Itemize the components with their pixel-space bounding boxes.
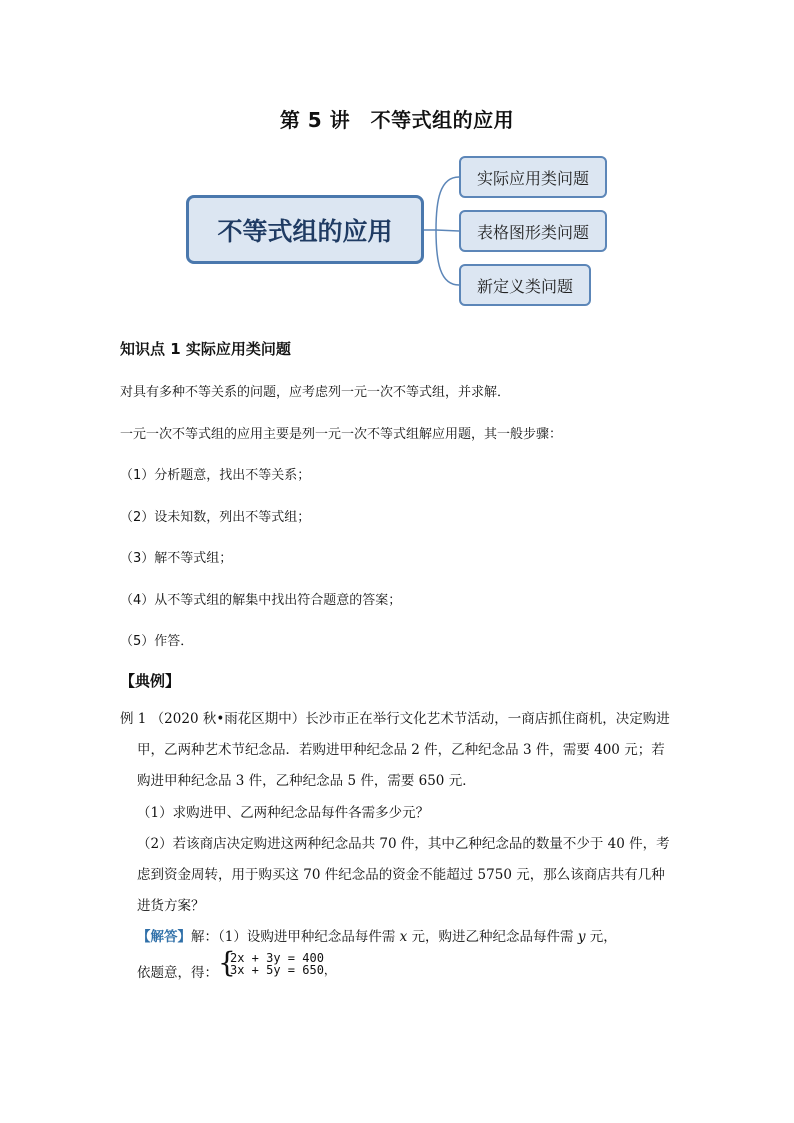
connector-branch-3: [436, 230, 459, 285]
kp-step: （4）从不等式组的解集中找出符合题意的答案；: [120, 593, 402, 608]
answer-text: 元，: [585, 929, 617, 945]
equation-1: 2x + 3y = 400: [230, 951, 324, 965]
example-question-2: （2）若该商店决定购进这两种纪念品共 70 件，其中乙种纪念品的数量不少于 40 件，考: [137, 836, 670, 852]
variable-y: y: [577, 929, 586, 945]
example-text-line: 甲，乙两种艺术节纪念品．若购进甲种纪念品 2 件，乙种纪念品 3 件，需要 400 元；若: [137, 742, 665, 758]
kp-line: 对具有多种不等关系的问题，应考虑列一元一次不等式组，并求解．: [120, 385, 511, 400]
answer-tag: 【解答】: [137, 929, 191, 945]
example-text-line: 例 1 （2020 秋•雨花区期中）长沙市正在举行文化艺术节活动，一商店抓住商机，决定购进: [120, 711, 670, 727]
mindmap-connectors: [0, 0, 794, 340]
kp-step: （2）设未知数，列出不等式组；: [120, 510, 311, 525]
equation-2: [222, 964, 336, 976]
variable-x: x: [399, 929, 408, 945]
mindmap-branch-table-figure: 表格图形类问题: [459, 210, 607, 252]
mindmap-center-node: 不等式组的应用: [186, 195, 424, 264]
kp-step: （1）分析题意，找出不等关系；: [120, 468, 311, 483]
knowledge-point-heading: 知识点 1 实际应用类问题: [120, 340, 291, 358]
connector-branch-2: [436, 230, 459, 231]
answer-text: 元，购进乙种纪念品每件需: [407, 929, 578, 945]
equation-brace-icon: {: [218, 946, 236, 979]
kp-step: （5）作答．: [120, 634, 194, 649]
answer-text: 解：（1）设购进甲种纪念品每件需: [191, 929, 400, 945]
equation-system: [222, 952, 336, 976]
example-text-line: 虑到资金周转，用于购买这 70 件纪念品的资金不能超过 5750 元，那么该商店共有几种: [137, 867, 665, 883]
example-question-1: （1）求购进甲、乙两种纪念品每件各需多少元？: [137, 805, 430, 821]
example-text-line: 购进甲种纪念品 3 件，乙种纪念品 5 件，需要 650 元．: [137, 773, 476, 789]
kp-step: （3）解不等式组；: [120, 551, 233, 566]
mindmap-branch-new-definition: 新定义类问题: [459, 264, 591, 306]
page-title: 第 5 讲 不等式组的应用: [279, 108, 515, 132]
connector-branch-1: [436, 177, 459, 230]
answer-line: [137, 925, 617, 945]
answer-setup: 依题意，得：: [137, 965, 218, 981]
example-heading: 【典例】: [120, 672, 181, 690]
equation-2-text: 3x + 5y = 650: [230, 963, 324, 977]
kp-line: 一元一次不等式组的应用主要是列一元一次不等式组解应用题，其一般步骤：: [120, 427, 563, 442]
equation-end: ，: [323, 963, 336, 977]
mindmap-branch-practical: 实际应用类问题: [459, 156, 607, 198]
example-text-line: 进货方案？: [137, 898, 205, 914]
